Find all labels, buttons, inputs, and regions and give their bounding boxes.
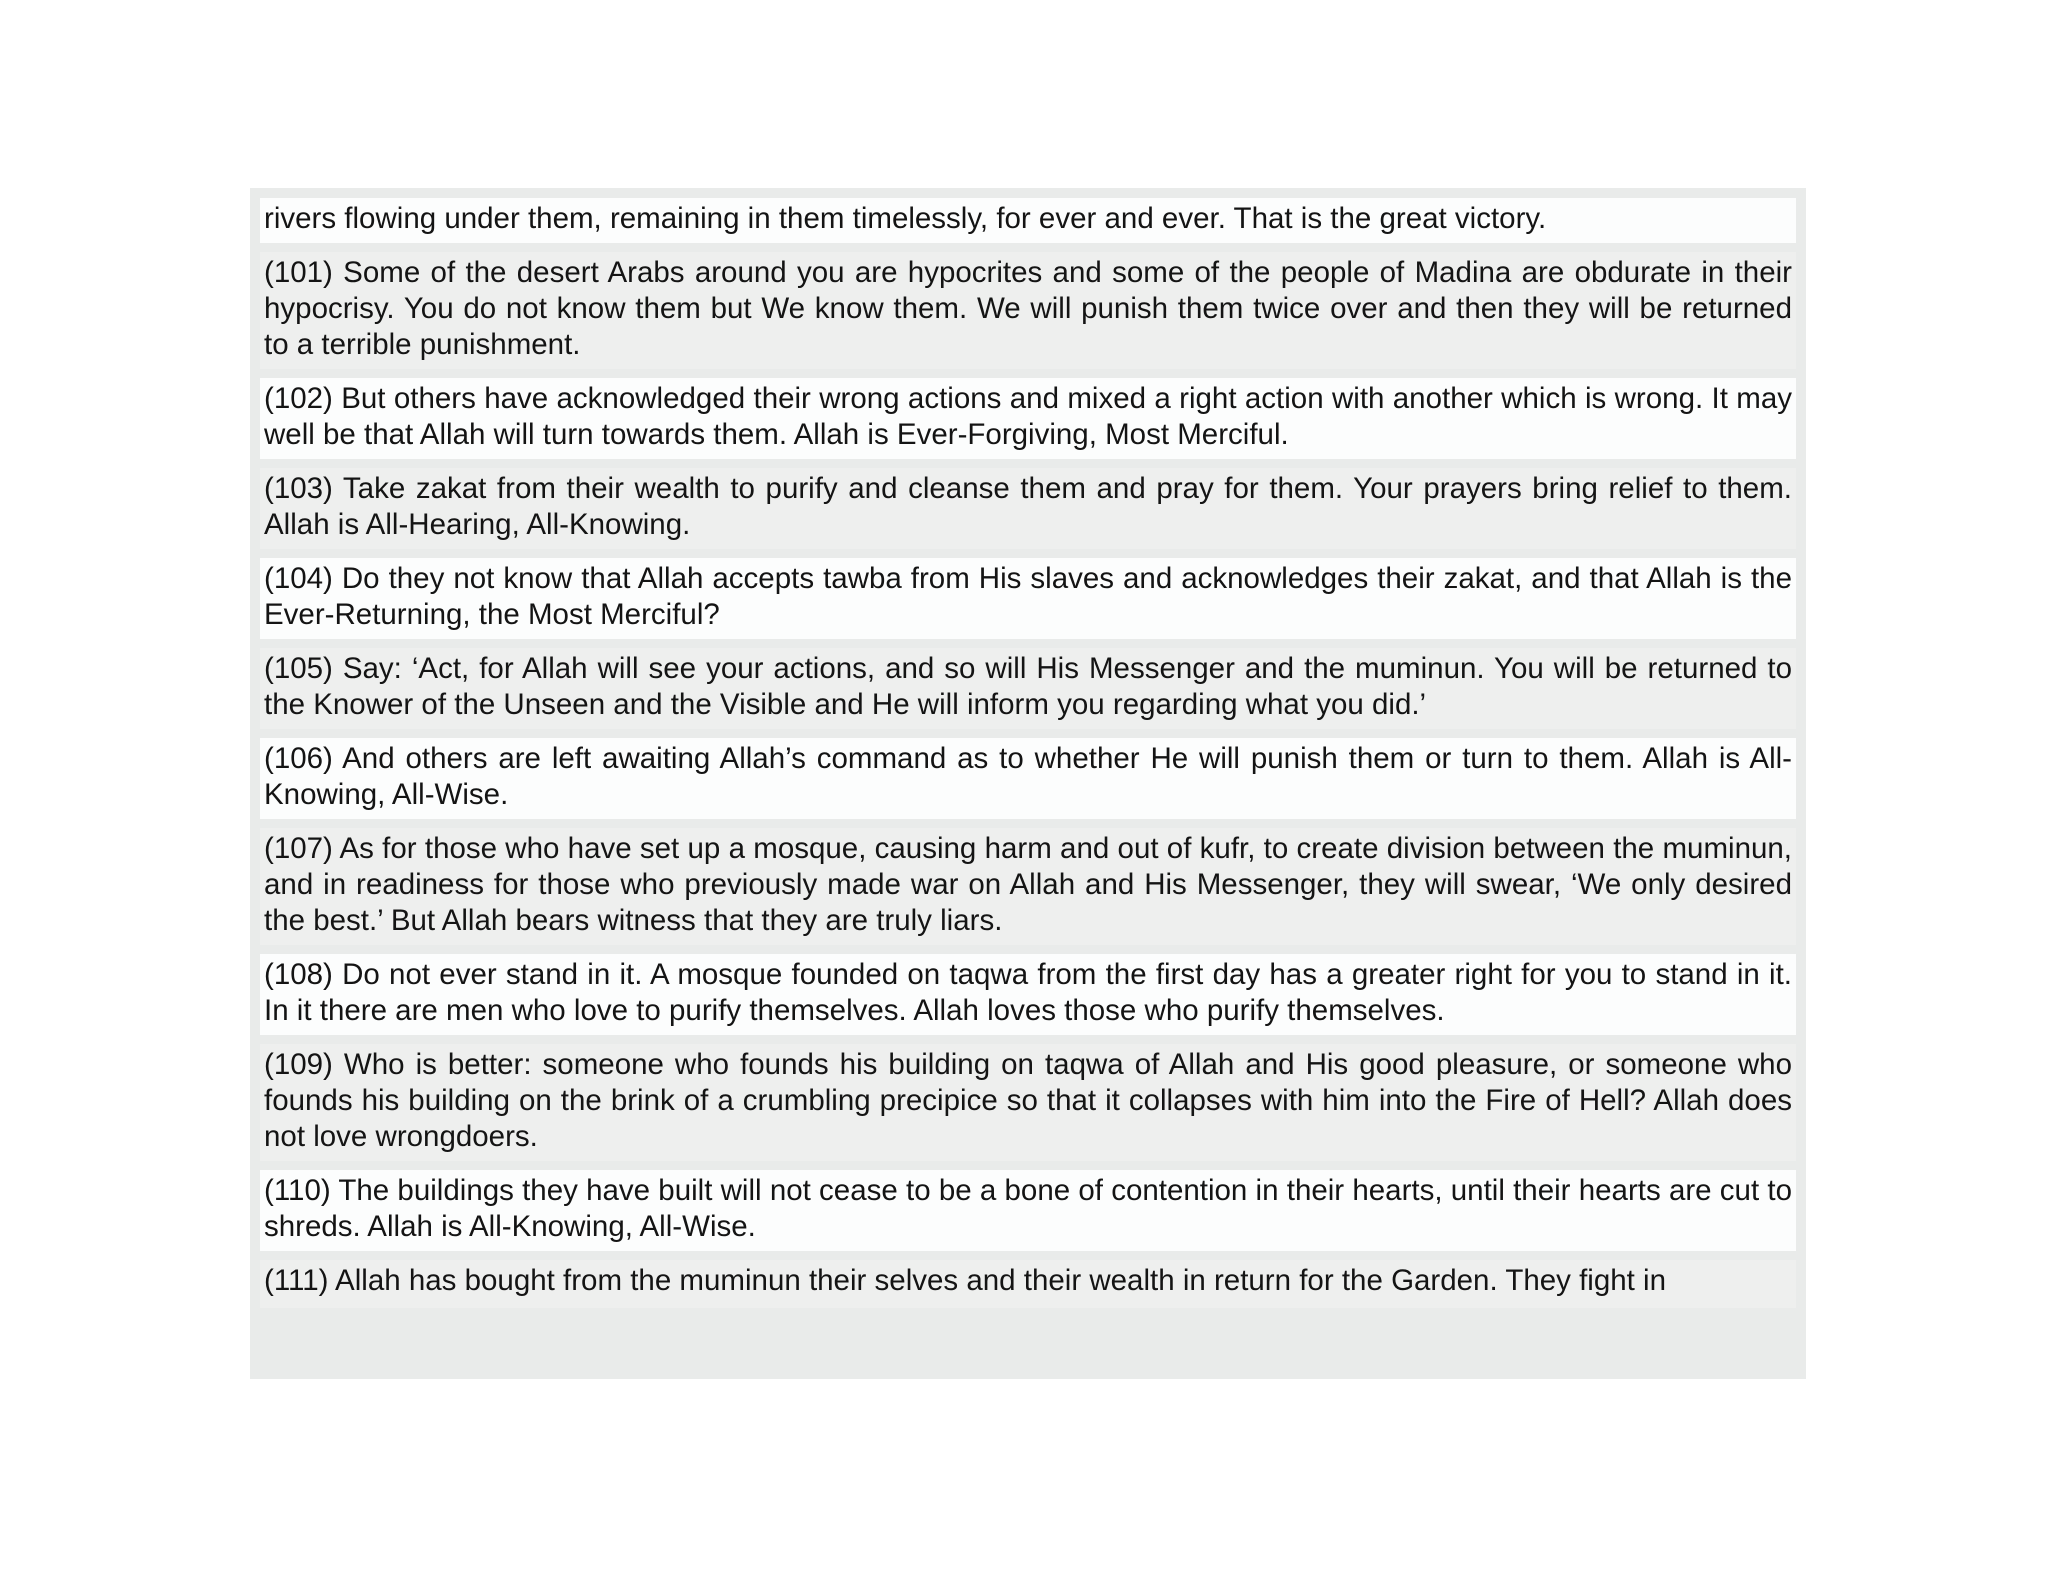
verse-100-continued: rivers flowing under them, remaining in them timelessly, for ever and ever. That is the great victory. [260, 198, 1796, 243]
verse-102: (102) But others have acknowledged their wrong actions and mixed a right action with another which is wrong. It may well be that Allah will turn towards them. Allah is Ever-Forgiving, Most Merciful. [260, 378, 1796, 459]
verse-104: (104) Do they not know that Allah accepts tawba from His slaves and acknowledges their zakat, and that Allah is the Ever-Returning, the Most Merciful? [260, 558, 1796, 639]
verse-111: (111) Allah has bought from the muminun their selves and their wealth in return for the Garden. They fight in [260, 1260, 1796, 1308]
verse-103: (103) Take zakat from their wealth to purify and cleanse them and pray for them. Your prayers bring relief to them. Allah is All-Hearing, All-Knowing. [260, 468, 1796, 549]
verse-110: (110) The buildings they have built will not cease to be a bone of contention in their hearts, until their hearts are cut to shreds. Allah is All-Knowing, All-Wise. [260, 1170, 1796, 1251]
verse-list [260, 198, 1796, 1308]
verse-105: (105) Say: ‘Act, for Allah will see your actions, and so will His Messenger and the muminun. You will be returned to the Knower of the Unseen and the Visible and He will inform you regarding what you did.’ [260, 648, 1796, 729]
text-panel [250, 188, 1806, 1379]
verse-108: (108) Do not ever stand in it. A mosque founded on taqwa from the first day has a greater right for you to stand in it. In it there are men who love to purify themselves. Allah loves those who purify themselves. [260, 954, 1796, 1035]
verse-106: (106) And others are left awaiting Allah’s command as to whether He will punish them or turn to them. Allah is All-Knowing, All-Wise. [260, 738, 1796, 819]
verse-107: (107) As for those who have set up a mosque, causing harm and out of kufr, to create division between the muminun, and in readiness for those who previously made war on Allah and His Messenger, they will swear, ‘We only desired the best.’ But Allah bears witness that they are truly liars. [260, 828, 1796, 945]
verse-109: (109) Who is better: someone who founds his building on taqwa of Allah and His good pleasure, or someone who founds his building on the brink of a crumbling precipice so that it collapses with him into the Fire of Hell? Allah does not love wrongdoers. [260, 1044, 1796, 1161]
verse-101: (101) Some of the desert Arabs around you are hypocrites and some of the people of Madina are obdurate in their hypocrisy. You do not know them but We know them. We will punish them twice over and then they will be returned to a terrible punishment. [260, 252, 1796, 369]
